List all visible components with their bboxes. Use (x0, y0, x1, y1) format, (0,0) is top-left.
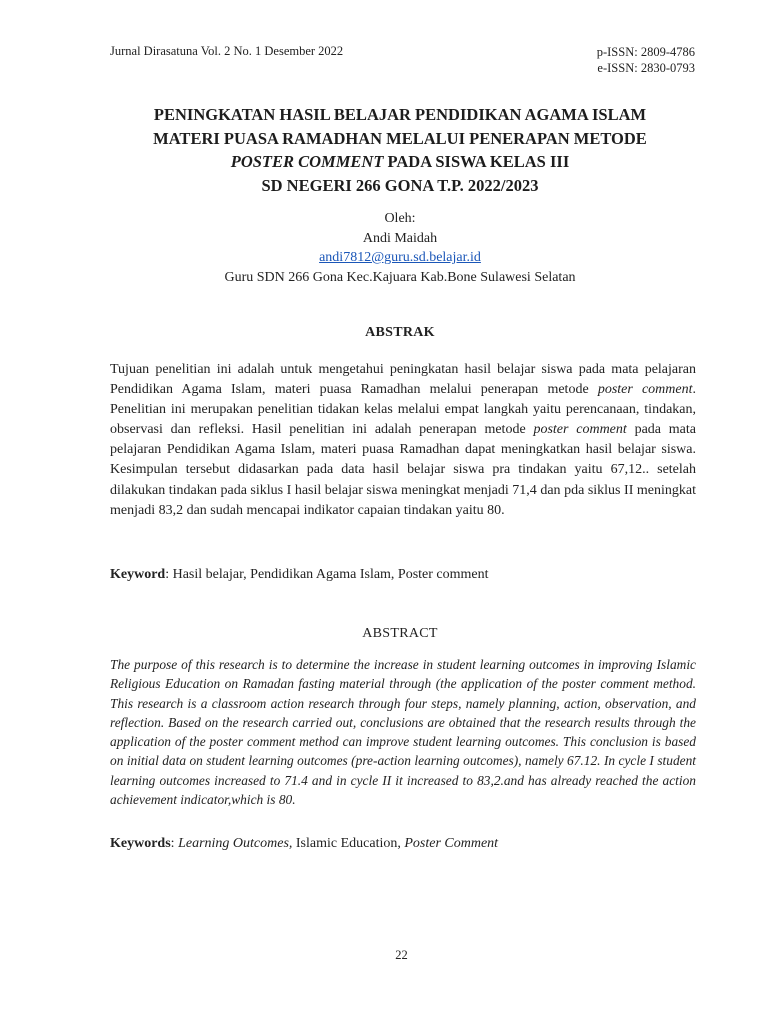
abstrak-text-3: pada mata pelajaran Pendidikan Agama Islam, materi puasa Ramadhan dapat meningkatkan hasil belajar siswa. Kesimpulan tersebut didasarkan pada data hasil belajar siswa pra tindakan yaitu 67,12.. setelah dilakukan tindakan pada siklus I hasil belajar siswa meningkat menjadi 71,4 dan pda siklus II meningkat menjadi 83,2 dan sudah mencapai indikator capaian tindakan yaitu 80. (110, 422, 696, 518)
keywords-label: Keywords (110, 836, 171, 851)
title-line-3 (90, 150, 710, 174)
abstrak-text-1: Tujuan penelitian ini adalah untuk mengetahui peningkatan hasil belajar siswa pada mata pelajaran Pendidikan Agama Islam, materi puasa Ramadhan melalui penerapan metode (110, 362, 696, 398)
abstract-paragraph: The purpose of this research is to determine the increase in student learning outcomes in improving Islamic Religious Education on Ramadan fasting material through (the application of the poster comment method. This research is a classroom action research through four steps, namely planning, action, observation, and reflection. Based on the research carried out, conclusions are obtained that the research results through the application of the poster comment method can improve student learning outcomes. This conclusion is based on initial data on student learning outcomes (pre-action learning outcomes), namely 67.12. In cycle I student learning outcomes increased to 71.4 and in cycle II it increased to 83,2.and has already reached the action achievement indicator,which is 80. (110, 657, 696, 808)
issn-block (597, 44, 695, 76)
keyword-1: Learning Outcomes, (178, 836, 293, 851)
page-number: 22 (395, 948, 408, 962)
author-name: Andi Maidah (362, 230, 438, 246)
journal-header: Jurnal Dirasatuna Vol. 2 No. 1 Desember 2022 (110, 44, 344, 58)
abstract-keywords (110, 836, 696, 852)
keyword-2: Islamic Education, (292, 836, 405, 851)
abstrak-italic-2: poster comment (533, 422, 627, 438)
title-line-4: SD NEGERI 266 GONA T.P. 2022/2023 (261, 175, 539, 195)
keyword-text: : Hasil belajar, Pendidikan Agama Islam, Poster comment (165, 567, 489, 582)
abstrak-italic-1: poster comment (597, 382, 693, 398)
title-line-2: MATERI PUASA RAMADHAN MELALUI PENERAPAN METODE (153, 128, 647, 148)
author-block (90, 209, 710, 287)
author-email-link[interactable]: andi7812@guru.sd.belajar.id (319, 250, 481, 265)
abstrak-heading: ABSTRAK (365, 325, 435, 340)
abstrak-paragraph (110, 360, 696, 521)
abstrak-text-2: . Penelitian ini merupakan penelitian tidakan kelas melalui empat langkah yaitu perencanaan, tindakan, observasi dan refleksi. Hasil penelitian ini adalah penerapan metode (110, 382, 696, 438)
paper-title (90, 103, 710, 197)
keyword-label: Keyword (110, 567, 166, 582)
e-issn: e-ISSN: 2830-0793 (597, 61, 695, 75)
title-italic-method: POSTER COMMENT (230, 152, 384, 171)
abstrak-keywords (110, 567, 696, 583)
oleh-label: Oleh: (384, 211, 416, 226)
p-issn: p-ISSN: 2809-4786 (596, 45, 695, 59)
keywords-separator: : (170, 836, 179, 851)
abstract-heading: ABSTRACT (362, 626, 438, 641)
title-line-3-rest: PADA SISWA KELAS III (383, 152, 570, 171)
author-affiliation: Guru SDN 266 Gona Kec.Kajuara Kab.Bone Sulawesi Selatan (224, 269, 576, 285)
title-line-1: PENINGKATAN HASIL BELAJAR PENDIDIKAN AGAMA ISLAM (153, 105, 647, 124)
keyword-3: Poster Comment (404, 836, 499, 851)
